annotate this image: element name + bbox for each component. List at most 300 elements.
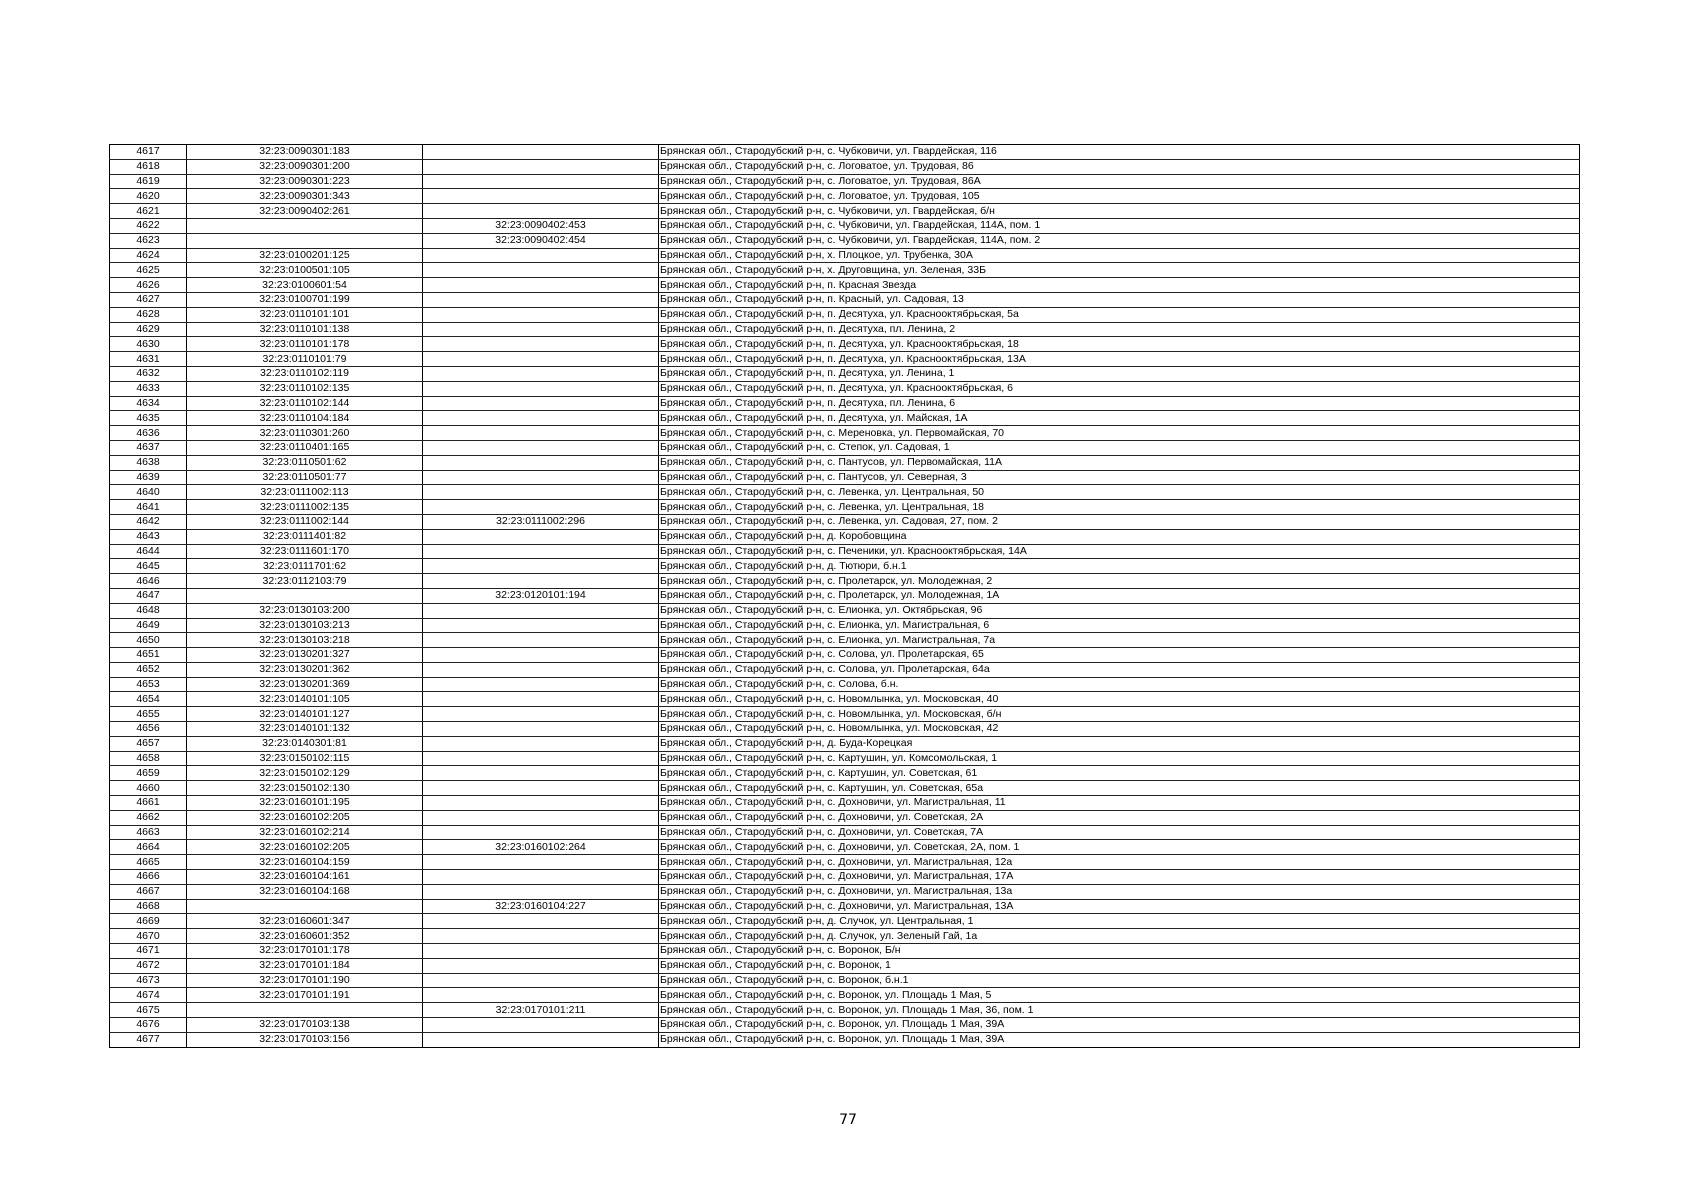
row-number-cell: 4630	[110, 337, 187, 352]
table-row	[110, 189, 1580, 204]
table-row	[110, 781, 1580, 796]
row-number-cell: 4656	[110, 722, 187, 737]
address-cell: Брянская обл., Стародубский р-н, х. Друговщина, ул. Зеленая, 33Б	[659, 263, 1580, 278]
cadastral-number-cell: 32:23:0130201:327	[187, 648, 423, 663]
cadastral-number-cell: 32:23:0130103:218	[187, 633, 423, 648]
address-cell: Брянская обл., Стародубский р-н, с. Чубковичи, ул. Гвардейская, б/н	[659, 204, 1580, 219]
table-row	[110, 751, 1580, 766]
cadastral-number-cell: 32:23:0160104:161	[187, 870, 423, 885]
address-cell: Брянская обл., Стародубский р-н, д. Коробовщина	[659, 529, 1580, 544]
row-number-cell: 4625	[110, 263, 187, 278]
related-cadastral-number-cell	[423, 145, 659, 160]
row-number-cell: 4658	[110, 751, 187, 766]
cadastral-number-cell: 32:23:0100601:54	[187, 278, 423, 293]
address-cell: Брянская обл., Стародубский р-н, с. Дохновичи, ул. Советская, 2А	[659, 810, 1580, 825]
row-number-cell: 4628	[110, 307, 187, 322]
related-cadastral-number-cell	[423, 322, 659, 337]
table-row	[110, 352, 1580, 367]
table-row	[110, 736, 1580, 751]
related-cadastral-number-cell	[423, 544, 659, 559]
row-number-cell: 4667	[110, 884, 187, 899]
table-row	[110, 929, 1580, 944]
row-number-cell: 4627	[110, 292, 187, 307]
address-cell: Брянская обл., Стародубский р-н, с. Логоватое, ул. Трудовая, 86А	[659, 174, 1580, 189]
table-row	[110, 292, 1580, 307]
address-cell: Брянская обл., Стародубский р-н, с. Солова, б.н.	[659, 677, 1580, 692]
related-cadastral-number-cell	[423, 884, 659, 899]
address-cell: Брянская обл., Стародубский р-н, с. Пролетарск, ул. Молодежная, 1А	[659, 588, 1580, 603]
cadastral-number-cell: 32:23:0112103:79	[187, 574, 423, 589]
cadastral-number-cell: 32:23:0160104:168	[187, 884, 423, 899]
row-number-cell: 4673	[110, 973, 187, 988]
related-cadastral-number-cell: 32:23:0170101:211	[423, 1003, 659, 1018]
address-cell: Брянская обл., Стародубский р-н, д. Случок, ул. Зеленый Гай, 1а	[659, 929, 1580, 944]
related-cadastral-number-cell	[423, 174, 659, 189]
related-cadastral-number-cell	[423, 603, 659, 618]
address-cell: Брянская обл., Стародубский р-н, с. Степок, ул. Садовая, 1	[659, 440, 1580, 455]
address-cell: Брянская обл., Стародубский р-н, п. Десятуха, ул. Майская, 1А	[659, 411, 1580, 426]
related-cadastral-number-cell	[423, 440, 659, 455]
cadastral-number-cell: 32:23:0170103:156	[187, 1032, 423, 1047]
row-number-cell: 4617	[110, 145, 187, 160]
address-cell: Брянская обл., Стародубский р-н, с. Воронок, ул. Площадь 1 Мая, 39А	[659, 1018, 1580, 1033]
address-cell: Брянская обл., Стародубский р-н, с. Логоватое, ул. Трудовая, 105	[659, 189, 1580, 204]
row-number-cell: 4657	[110, 736, 187, 751]
row-number-cell: 4669	[110, 914, 187, 929]
address-cell: Брянская обл., Стародубский р-н, с. Воронок, ул. Площадь 1 Мая, 39А	[659, 1032, 1580, 1047]
address-cell: Брянская обл., Стародубский р-н, с. Левенка, ул. Центральная, 50	[659, 485, 1580, 500]
row-number-cell: 4633	[110, 381, 187, 396]
row-number-cell: 4677	[110, 1032, 187, 1047]
related-cadastral-number-cell	[423, 455, 659, 470]
table-row	[110, 677, 1580, 692]
row-number-cell: 4654	[110, 692, 187, 707]
table-row	[110, 692, 1580, 707]
cadastral-number-cell: 32:23:0150102:130	[187, 781, 423, 796]
table-row	[110, 204, 1580, 219]
row-number-cell: 4672	[110, 958, 187, 973]
cadastral-number-cell: 32:23:0140101:132	[187, 722, 423, 737]
related-cadastral-number-cell	[423, 855, 659, 870]
table-row	[110, 884, 1580, 899]
related-cadastral-number-cell	[423, 648, 659, 663]
row-number-cell: 4621	[110, 204, 187, 219]
cadastral-number-cell: 32:23:0160102:214	[187, 825, 423, 840]
row-number-cell: 4623	[110, 233, 187, 248]
row-number-cell: 4674	[110, 988, 187, 1003]
table-row	[110, 174, 1580, 189]
related-cadastral-number-cell: 32:23:0090402:454	[423, 233, 659, 248]
row-number-cell: 4618	[110, 159, 187, 174]
address-cell: Брянская обл., Стародубский р-н, с. Воронок, б.н.1	[659, 973, 1580, 988]
address-cell: Брянская обл., Стародубский р-н, с. Левенка, ул. Садовая, 27, пом. 2	[659, 514, 1580, 529]
address-cell: Брянская обл., Стародубский р-н, с. Воронок, Б/н	[659, 944, 1580, 959]
registry-table	[109, 144, 1580, 1048]
cadastral-number-cell: 32:23:0170103:138	[187, 1018, 423, 1033]
address-cell: Брянская обл., Стародубский р-н, с. Воронок, ул. Площадь 1 Мая, 5	[659, 988, 1580, 1003]
cadastral-number-cell: 32:23:0110102:144	[187, 396, 423, 411]
cadastral-number-cell: 32:23:0140101:127	[187, 707, 423, 722]
table-row	[110, 233, 1580, 248]
cadastral-number-cell: 32:23:0090301:343	[187, 189, 423, 204]
table-row	[110, 588, 1580, 603]
row-number-cell: 4655	[110, 707, 187, 722]
cadastral-number-cell: 32:23:0130103:213	[187, 618, 423, 633]
address-cell: Брянская обл., Стародубский р-н, п. Десятуха, ул. Ленина, 1	[659, 366, 1580, 381]
row-number-cell: 4649	[110, 618, 187, 633]
cadastral-number-cell: 32:23:0110104:184	[187, 411, 423, 426]
address-cell: Брянская обл., Стародубский р-н, с. Елионка, ул. Октябрьская, 96	[659, 603, 1580, 618]
address-cell: Брянская обл., Стародубский р-н, с. Воронок, ул. Площадь 1 Мая, 36, пом. 1	[659, 1003, 1580, 1018]
row-number-cell: 4631	[110, 352, 187, 367]
table-row	[110, 544, 1580, 559]
table-row	[110, 470, 1580, 485]
cadastral-number-cell	[187, 233, 423, 248]
table-row	[110, 973, 1580, 988]
address-cell: Брянская обл., Стародубский р-н, с. Чубковичи, ул. Гвардейская, 114А, пом. 1	[659, 218, 1580, 233]
related-cadastral-number-cell	[423, 825, 659, 840]
address-cell: Брянская обл., Стародубский р-н, п. Красная Звезда	[659, 278, 1580, 293]
cadastral-number-cell: 32:23:0160101:195	[187, 796, 423, 811]
cadastral-number-cell: 32:23:0160601:347	[187, 914, 423, 929]
address-cell: Брянская обл., Стародубский р-н, с. Воронок, 1	[659, 958, 1580, 973]
table-row	[110, 337, 1580, 352]
related-cadastral-number-cell	[423, 633, 659, 648]
cadastral-number-cell: 32:23:0110301:260	[187, 426, 423, 441]
address-cell: Брянская обл., Стародубский р-н, с. Елионка, ул. Магистральная, 6	[659, 618, 1580, 633]
row-number-cell: 4662	[110, 810, 187, 825]
table-row	[110, 603, 1580, 618]
related-cadastral-number-cell	[423, 870, 659, 885]
address-cell: Брянская обл., Стародубский р-н, п. Десятуха, ул. Краснооктябрьская, 18	[659, 337, 1580, 352]
cadastral-number-cell: 32:23:0110101:138	[187, 322, 423, 337]
table-row	[110, 322, 1580, 337]
table-row	[110, 618, 1580, 633]
row-number-cell: 4640	[110, 485, 187, 500]
row-number-cell: 4675	[110, 1003, 187, 1018]
cadastral-number-cell: 32:23:0110501:62	[187, 455, 423, 470]
address-cell: Брянская обл., Стародубский р-н, с. Картушин, ул. Советская, 61	[659, 766, 1580, 781]
table-row	[110, 411, 1580, 426]
row-number-cell: 4671	[110, 944, 187, 959]
cadastral-number-cell: 32:23:0111002:135	[187, 500, 423, 515]
related-cadastral-number-cell	[423, 248, 659, 263]
cadastral-number-cell: 32:23:0111701:62	[187, 559, 423, 574]
related-cadastral-number-cell	[423, 426, 659, 441]
address-cell: Брянская обл., Стародубский р-н, с. Дохновичи, ул. Магистральная, 13А	[659, 899, 1580, 914]
address-cell: Брянская обл., Стародубский р-н, с. Новомлынка, ул. Московская, 42	[659, 722, 1580, 737]
table-row	[110, 440, 1580, 455]
related-cadastral-number-cell	[423, 662, 659, 677]
row-number-cell: 4634	[110, 396, 187, 411]
table-row	[110, 1003, 1580, 1018]
row-number-cell: 4648	[110, 603, 187, 618]
address-cell: Брянская обл., Стародубский р-н, п. Десятуха, пл. Ленина, 6	[659, 396, 1580, 411]
related-cadastral-number-cell	[423, 204, 659, 219]
table-row	[110, 381, 1580, 396]
related-cadastral-number-cell	[423, 337, 659, 352]
table-row	[110, 870, 1580, 885]
table-row	[110, 263, 1580, 278]
row-number-cell: 4641	[110, 500, 187, 515]
table-row	[110, 529, 1580, 544]
related-cadastral-number-cell	[423, 707, 659, 722]
related-cadastral-number-cell: 32:23:0090402:453	[423, 218, 659, 233]
address-cell: Брянская обл., Стародубский р-н, с. Картушин, ул. Комсомольская, 1	[659, 751, 1580, 766]
cadastral-number-cell: 32:23:0100501:105	[187, 263, 423, 278]
related-cadastral-number-cell	[423, 470, 659, 485]
table-row	[110, 707, 1580, 722]
row-number-cell: 4650	[110, 633, 187, 648]
table-row	[110, 218, 1580, 233]
table-row	[110, 648, 1580, 663]
related-cadastral-number-cell	[423, 411, 659, 426]
cadastral-number-cell: 32:23:0140301:81	[187, 736, 423, 751]
table-row	[110, 766, 1580, 781]
table-row	[110, 426, 1580, 441]
table-row	[110, 145, 1580, 160]
address-cell: Брянская обл., Стародубский р-н, п. Красный, ул. Садовая, 13	[659, 292, 1580, 307]
row-number-cell: 4619	[110, 174, 187, 189]
table-row	[110, 514, 1580, 529]
table-row	[110, 559, 1580, 574]
table-row	[110, 825, 1580, 840]
cadastral-number-cell: 32:23:0111002:144	[187, 514, 423, 529]
related-cadastral-number-cell	[423, 529, 659, 544]
related-cadastral-number-cell: 32:23:0120101:194	[423, 588, 659, 603]
related-cadastral-number-cell	[423, 278, 659, 293]
table-row	[110, 958, 1580, 973]
table-row	[110, 574, 1580, 589]
row-number-cell: 4642	[110, 514, 187, 529]
table-row	[110, 248, 1580, 263]
address-cell: Брянская обл., Стародубский р-н, с. Дохновичи, ул. Магистральная, 11	[659, 796, 1580, 811]
row-number-cell: 4639	[110, 470, 187, 485]
row-number-cell: 4668	[110, 899, 187, 914]
related-cadastral-number-cell	[423, 485, 659, 500]
address-cell: Брянская обл., Стародубский р-н, с. Пантусов, ул. Первомайская, 11А	[659, 455, 1580, 470]
row-number-cell: 4660	[110, 781, 187, 796]
cadastral-number-cell: 32:23:0100701:199	[187, 292, 423, 307]
table-row	[110, 840, 1580, 855]
related-cadastral-number-cell	[423, 307, 659, 322]
row-number-cell: 4622	[110, 218, 187, 233]
address-cell: Брянская обл., Стародубский р-н, с. Солова, ул. Пролетарская, 65	[659, 648, 1580, 663]
table-row	[110, 944, 1580, 959]
address-cell: Брянская обл., Стародубский р-н, п. Десятуха, пл. Ленина, 2	[659, 322, 1580, 337]
cadastral-number-cell: 32:23:0100201:125	[187, 248, 423, 263]
cadastral-number-cell: 32:23:0110501:77	[187, 470, 423, 485]
related-cadastral-number-cell	[423, 159, 659, 174]
address-cell: Брянская обл., Стародубский р-н, с. Логоватое, ул. Трудовая, 86	[659, 159, 1580, 174]
table-row	[110, 1018, 1580, 1033]
cadastral-number-cell: 32:23:0130201:362	[187, 662, 423, 677]
cadastral-number-cell: 32:23:0111002:113	[187, 485, 423, 500]
row-number-cell: 4651	[110, 648, 187, 663]
row-number-cell: 4663	[110, 825, 187, 840]
address-cell: Брянская обл., Стародубский р-н, с. Левенка, ул. Центральная, 18	[659, 500, 1580, 515]
row-number-cell: 4626	[110, 278, 187, 293]
table-row	[110, 396, 1580, 411]
address-cell: Брянская обл., Стародубский р-н, с. Дохновичи, ул. Советская, 2А, пом. 1	[659, 840, 1580, 855]
cadastral-number-cell: 32:23:0140101:105	[187, 692, 423, 707]
related-cadastral-number-cell	[423, 381, 659, 396]
cadastral-number-cell: 32:23:0090402:261	[187, 204, 423, 219]
address-cell: Брянская обл., Стародубский р-н, с. Чубковичи, ул. Гвардейская, 114А, пом. 2	[659, 233, 1580, 248]
cadastral-number-cell	[187, 588, 423, 603]
row-number-cell: 4664	[110, 840, 187, 855]
table-row	[110, 1032, 1580, 1047]
table-row	[110, 722, 1580, 737]
cadastral-number-cell: 32:23:0110101:79	[187, 352, 423, 367]
address-cell: Брянская обл., Стародубский р-н, с. Елионка, ул. Магистральная, 7а	[659, 633, 1580, 648]
cadastral-number-cell: 32:23:0110401:165	[187, 440, 423, 455]
page-number: 77	[839, 1112, 857, 1128]
related-cadastral-number-cell	[423, 736, 659, 751]
registry-table-body	[110, 145, 1580, 1048]
related-cadastral-number-cell	[423, 292, 659, 307]
cadastral-number-cell: 32:23:0160102:205	[187, 840, 423, 855]
row-number-cell: 4638	[110, 455, 187, 470]
cadastral-number-cell: 32:23:0150102:129	[187, 766, 423, 781]
related-cadastral-number-cell	[423, 574, 659, 589]
related-cadastral-number-cell	[423, 396, 659, 411]
cadastral-number-cell: 32:23:0130201:369	[187, 677, 423, 692]
cadastral-number-cell: 32:23:0130103:200	[187, 603, 423, 618]
cadastral-number-cell: 32:23:0160104:159	[187, 855, 423, 870]
related-cadastral-number-cell	[423, 189, 659, 204]
row-number-cell: 4629	[110, 322, 187, 337]
address-cell: Брянская обл., Стародубский р-н, с. Дохновичи, ул. Магистральная, 13а	[659, 884, 1580, 899]
address-cell: Брянская обл., Стародубский р-н, д. Тютюри, б.н.1	[659, 559, 1580, 574]
cadastral-number-cell: 32:23:0170101:184	[187, 958, 423, 973]
address-cell: Брянская обл., Стародубский р-н, с. Пролетарск, ул. Молодежная, 2	[659, 574, 1580, 589]
table-row	[110, 366, 1580, 381]
row-number-cell: 4661	[110, 796, 187, 811]
related-cadastral-number-cell	[423, 914, 659, 929]
table-row	[110, 810, 1580, 825]
address-cell: Брянская обл., Стародубский р-н, с. Картушин, ул. Советская, 65а	[659, 781, 1580, 796]
row-number-cell: 4645	[110, 559, 187, 574]
cadastral-number-cell: 32:23:0160601:352	[187, 929, 423, 944]
address-cell: Брянская обл., Стародубский р-н, с. Чубковичи, ул. Гвардейская, 116	[659, 145, 1580, 160]
related-cadastral-number-cell	[423, 810, 659, 825]
cadastral-number-cell: 32:23:0090301:183	[187, 145, 423, 160]
address-cell: Брянская обл., Стародубский р-н, п. Десятуха, ул. Краснооктябрьская, 6	[659, 381, 1580, 396]
cadastral-number-cell: 32:23:0150102:115	[187, 751, 423, 766]
table-row	[110, 899, 1580, 914]
related-cadastral-number-cell	[423, 692, 659, 707]
row-number-cell: 4637	[110, 440, 187, 455]
related-cadastral-number-cell	[423, 1018, 659, 1033]
table-row	[110, 662, 1580, 677]
cadastral-number-cell: 32:23:0110101:178	[187, 337, 423, 352]
cadastral-number-cell: 32:23:0111601:170	[187, 544, 423, 559]
address-cell: Брянская обл., Стародубский р-н, с. Дохновичи, ул. Магистральная, 12а	[659, 855, 1580, 870]
related-cadastral-number-cell	[423, 751, 659, 766]
related-cadastral-number-cell	[423, 352, 659, 367]
address-cell: Брянская обл., Стародубский р-н, с. Дохновичи, ул. Советская, 7А	[659, 825, 1580, 840]
address-cell: Брянская обл., Стародубский р-н, с. Солова, ул. Пролетарская, 64а	[659, 662, 1580, 677]
cadastral-number-cell: 32:23:0170101:178	[187, 944, 423, 959]
related-cadastral-number-cell: 32:23:0111002:296	[423, 514, 659, 529]
related-cadastral-number-cell	[423, 929, 659, 944]
address-cell: Брянская обл., Стародубский р-н, с. Новомлынка, ул. Московская, 40	[659, 692, 1580, 707]
row-number-cell: 4636	[110, 426, 187, 441]
related-cadastral-number-cell: 32:23:0160102:264	[423, 840, 659, 855]
table-row	[110, 159, 1580, 174]
address-cell: Брянская обл., Стародубский р-н, п. Десятуха, ул. Краснооктябрьская, 5а	[659, 307, 1580, 322]
row-number-cell: 4632	[110, 366, 187, 381]
cadastral-number-cell: 32:23:0110102:119	[187, 366, 423, 381]
related-cadastral-number-cell	[423, 677, 659, 692]
table-row	[110, 633, 1580, 648]
cadastral-number-cell: 32:23:0110101:101	[187, 307, 423, 322]
related-cadastral-number-cell	[423, 618, 659, 633]
row-number-cell: 4644	[110, 544, 187, 559]
related-cadastral-number-cell	[423, 988, 659, 1003]
related-cadastral-number-cell	[423, 958, 659, 973]
table-row	[110, 307, 1580, 322]
cadastral-number-cell: 32:23:0160102:205	[187, 810, 423, 825]
table-row	[110, 796, 1580, 811]
address-cell: Брянская обл., Стародубский р-н, с. Печеники, ул. Краснооктябрьская, 14А	[659, 544, 1580, 559]
row-number-cell: 4670	[110, 929, 187, 944]
row-number-cell: 4666	[110, 870, 187, 885]
row-number-cell: 4635	[110, 411, 187, 426]
cadastral-number-cell	[187, 218, 423, 233]
related-cadastral-number-cell	[423, 722, 659, 737]
cadastral-number-cell: 32:23:0090301:223	[187, 174, 423, 189]
cadastral-number-cell: 32:23:0170101:190	[187, 973, 423, 988]
cadastral-number-cell	[187, 1003, 423, 1018]
related-cadastral-number-cell	[423, 973, 659, 988]
related-cadastral-number-cell	[423, 559, 659, 574]
related-cadastral-number-cell	[423, 766, 659, 781]
cadastral-number-cell: 32:23:0110102:135	[187, 381, 423, 396]
row-number-cell: 4676	[110, 1018, 187, 1033]
address-cell: Брянская обл., Стародубский р-н, х. Плоцкое, ул. Трубенка, 30А	[659, 248, 1580, 263]
table-row	[110, 485, 1580, 500]
row-number-cell: 4659	[110, 766, 187, 781]
cadastral-number-cell: 32:23:0090301:200	[187, 159, 423, 174]
cadastral-number-cell: 32:23:0170101:191	[187, 988, 423, 1003]
table-row	[110, 455, 1580, 470]
related-cadastral-number-cell: 32:23:0160104:227	[423, 899, 659, 914]
address-cell: Брянская обл., Стародубский р-н, п. Десятуха, ул. Краснооктябрьская, 13А	[659, 352, 1580, 367]
related-cadastral-number-cell	[423, 944, 659, 959]
table-row	[110, 500, 1580, 515]
table-row	[110, 988, 1580, 1003]
address-cell: Брянская обл., Стародубский р-н, с. Дохновичи, ул. Магистральная, 17А	[659, 870, 1580, 885]
related-cadastral-number-cell	[423, 796, 659, 811]
address-cell: Брянская обл., Стародубский р-н, с. Новомлынка, ул. Московская, б/н	[659, 707, 1580, 722]
related-cadastral-number-cell	[423, 500, 659, 515]
row-number-cell: 4624	[110, 248, 187, 263]
row-number-cell: 4652	[110, 662, 187, 677]
cadastral-number-cell	[187, 899, 423, 914]
row-number-cell: 4665	[110, 855, 187, 870]
row-number-cell: 4643	[110, 529, 187, 544]
row-number-cell: 4620	[110, 189, 187, 204]
table-row	[110, 855, 1580, 870]
table-row	[110, 914, 1580, 929]
table-row	[110, 278, 1580, 293]
address-cell: Брянская обл., Стародубский р-н, д. Буда-Корецкая	[659, 736, 1580, 751]
address-cell: Брянская обл., Стародубский р-н, с. Мереновка, ул. Первомайская, 70	[659, 426, 1580, 441]
related-cadastral-number-cell	[423, 1032, 659, 1047]
row-number-cell: 4646	[110, 574, 187, 589]
